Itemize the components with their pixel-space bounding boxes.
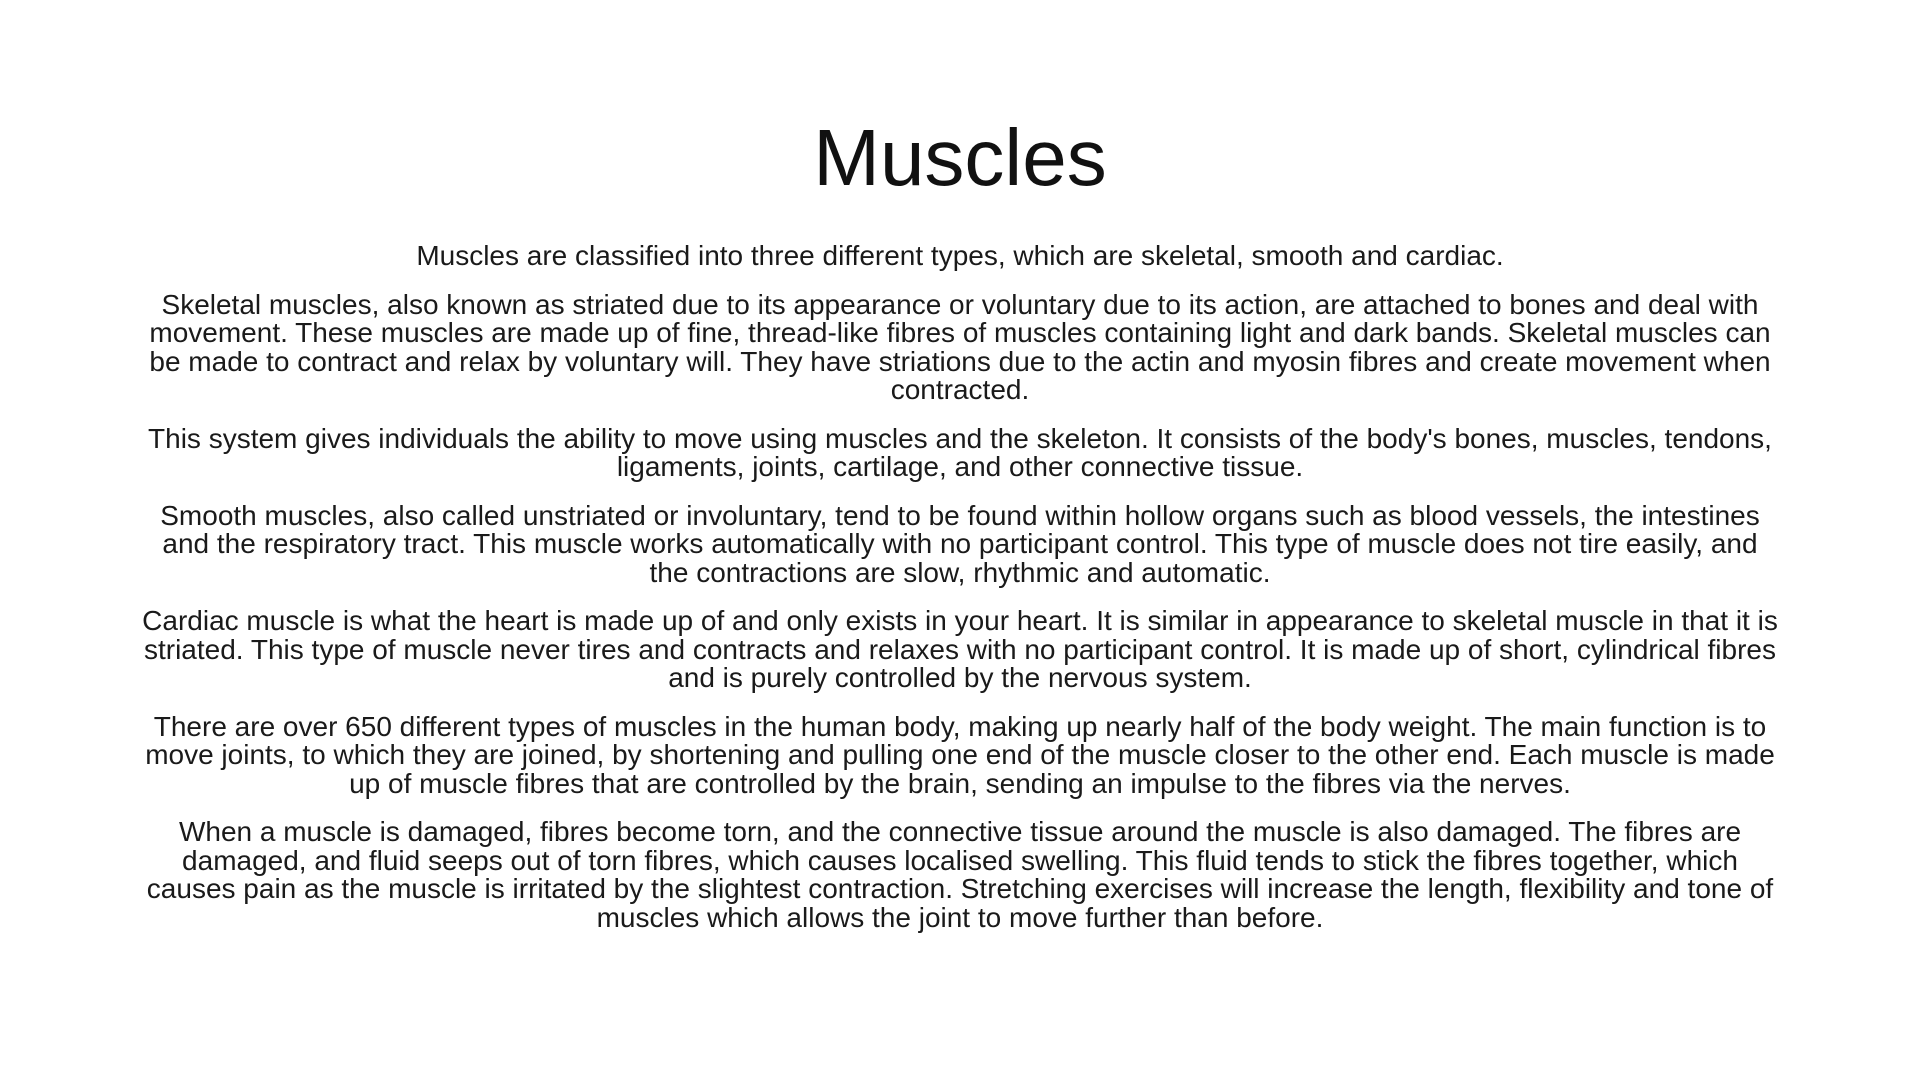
paragraph-cardiac: Cardiac muscle is what the heart is made up of and only exists in your heart. It is similar in appearance to skeletal muscle in that it is striated. This type of muscle never tires and contracts and relaxes with no participant control. It is made up of short, cylindrical fibres and is purely controlled by the nervous system. xyxy=(142,605,1778,693)
paragraph-smooth: Smooth muscles, also called unstriated or involuntary, tend to be found within hollow organs such as blood vessels, the intestines and the respiratory tract. This muscle works automatically with no participant control. This type of muscle does not tire easily, and the contractions are slow, rhythmic and automatic. xyxy=(160,499,1760,588)
paragraph-intro: Muscles are classified into three different types, which are skeletal, smooth and cardiac. xyxy=(416,240,1504,271)
paragraph-muscle-count: There are over 650 different types of muscles in the human body, making up nearly half of the body weight. The main function is to move joints, to which they are joined, by shortening and pulling one end of the muscle closer to the other end. Each muscle is made up of muscle fibres that are controlled by the brain, sending an impulse to the fibres via the nerves. xyxy=(145,710,1775,799)
paragraph-skeletal: Skeletal muscles, also known as striated due to its appearance or voluntary due to its action, are attached to bones and deal with movement. These muscles are made up of fine, thread-like fibres of muscles containing light and dark bands. Skeletal muscles can be made to contract and relax by voluntary will. They have striations due to the actin and myosin fibres and create movement when contracted. xyxy=(149,288,1771,405)
slide-title: Muscles xyxy=(813,113,1107,202)
paragraph-system: This system gives individuals the ability to move using muscles and the skeleton. It consists of the body's bones, muscles, tendons, ligaments, joints, cartilage, and other connective tissue. xyxy=(148,422,1772,482)
paragraph-damage: When a muscle is damaged, fibres become torn, and the connective tissue around the muscle is also damaged. The fibres are damaged, and fluid seeps out of torn fibres, which causes localised swelling. This fluid tends to stick the fibres together, which causes pain as the muscle is irritated by the slightest contraction. Stretching exercises will increase the length, flexibility and tone of muscles which allows the joint to move further than before. xyxy=(146,816,1774,933)
slide-body xyxy=(140,242,1780,952)
